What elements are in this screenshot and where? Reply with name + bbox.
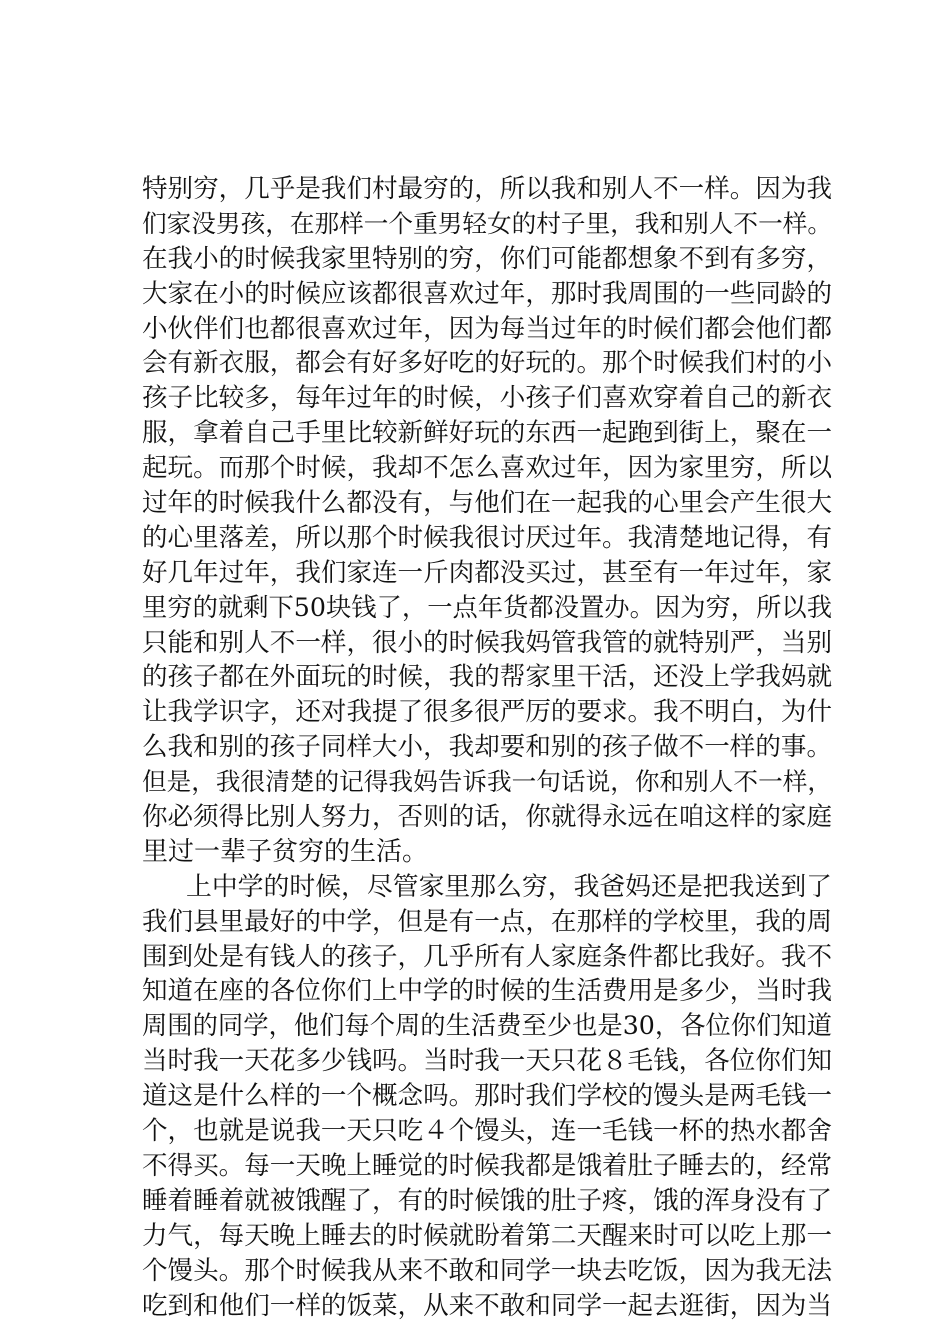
document-page: [142, 172, 832, 1323]
text-line: 知道在座的各位你们上中学的时候的生活费用是多少，当时我: [142, 976, 832, 1007]
text-line: 让我学识字，还对我提了很多很严厉的要求。我不明白，为什: [142, 697, 832, 728]
text-line: 你必须得比别人努力，否则的话，你就得永远在咱这样的家庭: [142, 802, 832, 833]
text-line: 会有新衣服，都会有好多好吃的好玩的。那个时候我们村的小: [142, 348, 832, 379]
text-line: 只能和别人不一样，很小的时候我妈管我管的就特别严，当别: [142, 627, 832, 658]
text-line: 的孩子都在外面玩的时候，我的帮家里干活，还没上学我妈就: [142, 662, 832, 693]
text-line: 在我小的时候我家里特别的穷，你们可能都想象不到有多穷，: [142, 243, 832, 274]
paragraph: [142, 172, 832, 870]
text-line: 上中学的时候，尽管家里那么穷，我爸妈还是把我送到了: [186, 871, 832, 902]
text-line: 不得买。每一天晚上睡觉的时候我都是饿着肚子睡去的，经常: [142, 1150, 832, 1181]
text-line: 力气，每天晚上睡去的时候就盼着第二天醒来时可以吃上那一: [142, 1220, 832, 1251]
text-line: 过年的时候我什么都没有，与他们在一起我的心里会产生很大: [142, 488, 832, 519]
text-line: 围到处是有钱人的孩子，几乎所有人家庭条件都比我好。我不: [142, 941, 832, 972]
text-line: 道这是什么样的一个概念吗。那时我们学校的馒头是两毛钱一: [142, 1081, 832, 1112]
text-line: 当时我一天花多少钱吗。当时我一天只花８毛钱，各位你们知: [142, 1046, 832, 1077]
text-line: 好几年过年，我们家连一斤肉都没买过，甚至有一年过年，家: [142, 557, 832, 588]
text-line: 我们县里最好的中学，但是有一点，在那样的学校里，我的周: [142, 906, 832, 937]
text-line: 但是，我很清楚的记得我妈告诉我一句话说，你和别人不一样，: [142, 767, 832, 797]
text-line: 里过一辈子贫穷的生活。: [142, 836, 429, 867]
text-line: 起玩。而那个时候，我却不怎么喜欢过年，因为家里穷，所以: [142, 453, 832, 484]
text-line: 个，也就是说我一天只吃４个馒头，连一毛钱一杯的热水都舍: [142, 1116, 832, 1147]
text-line: 的心里落差，所以那个时候我很讨厌过年。我清楚地记得，有: [142, 522, 832, 553]
text-line: 个馒头。那个时候我从来不敢和同学一块去吃饭，因为我无法: [142, 1255, 832, 1286]
text-line: 么我和别的孩子同样大小，我却要和别的孩子做不一样的事。: [142, 732, 832, 763]
paragraph: [142, 870, 832, 1324]
text-line: 小伙伴们也都很喜欢过年，因为每当过年的时候们都会他们都: [142, 313, 832, 344]
text-line: 们家没男孩，在那样一个重男轻女的村子里，我和别人不一样。: [142, 208, 832, 238]
text-line: 睡着睡着就被饿醒了，有的时候饿的肚子疼，饿的浑身没有了: [142, 1185, 832, 1216]
text-line: 里穷的就剩下50块钱了，一点年货都没置办。因为穷，所以我: [142, 592, 832, 622]
text-line: 大家在小的时候应该都很喜欢过年，那时我周围的一些同龄的: [142, 278, 832, 309]
text-line: 孩子比较多，每年过年的时候，小孩子们喜欢穿着自己的新衣: [142, 383, 832, 414]
text-line: 特别穷，几乎是我们村最穷的，所以我和别人不一样。因为我: [142, 174, 832, 204]
text-line: 服，拿着自己手里比较新鲜好玩的东西一起跑到街上，聚在一: [142, 418, 832, 449]
text-line: 吃到和他们一样的饭菜，从来不敢和同学一起去逛街，因为当: [142, 1290, 832, 1321]
text-line: 周围的同学，他们每个周的生活费至少也是30，各位你们知道: [142, 1011, 832, 1041]
